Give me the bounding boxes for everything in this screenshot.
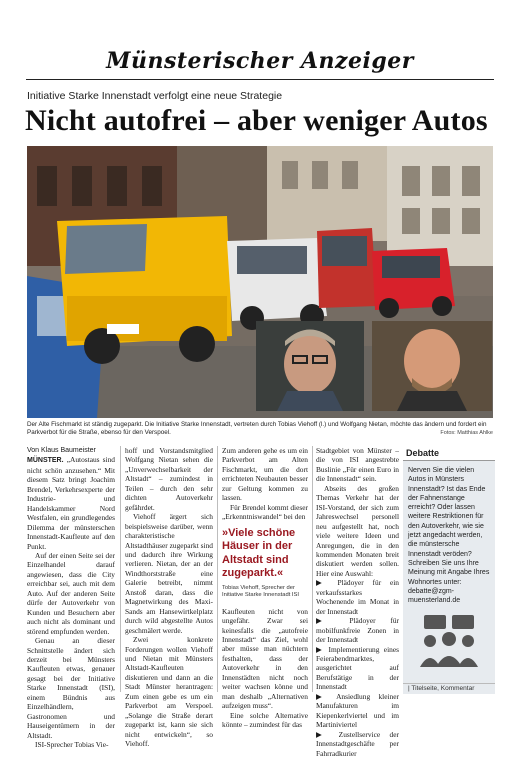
article-column-2 <box>125 446 213 749</box>
bullet-item: ▶ Ansiedlung kleiner Manufakturen im Kiepenkerlviertel und im Martiniviertel <box>316 691 399 730</box>
paragraph: Für Brendel kommt dieser „Erkenntniswandel“ bei den <box>222 502 308 522</box>
bullet-item: ▶ Implementierung eines Feierabendmarktes, ausgerichtet auf Berufstätige in der Innenstadt <box>316 644 399 692</box>
article-headline: Nicht autofrei – aber weniger Autos <box>25 104 488 137</box>
sidebar-footer-link[interactable]: Titelseite, Kommentar <box>411 685 475 692</box>
street-scene-illustration <box>27 146 493 418</box>
article-column-1 <box>27 446 115 750</box>
discussion-group-icon <box>416 613 482 667</box>
masthead <box>0 0 520 82</box>
paragraph: Zwei konkrete Forderungen wollen Viehoff und Nietan mit Münsters Altstadt-Kaufleuten diskutieren und dann an die Stadt Münster herantragen: Zum einen gebe es um ein Parkverbot am Verspoel. „Solange die Straße derart zugeparkt ist, kann sie sich nicht entwickeln“, so Viehoff. <box>125 635 213 749</box>
column-divider <box>120 446 121 692</box>
paragraph: Kaufleuten nicht von ungefähr. Zwar sei keinesfalls die „autofreie Innenstadt“ das Ziel, wohl aber müsse man nüchtern festhalten, dass der Autoverkehr in den Innenstädten nicht noch weiter wachsen könne und man deshalb „Alternativen aufzeigen muss“. <box>222 606 308 711</box>
portrait-right <box>372 321 492 411</box>
portrait-left <box>256 321 364 411</box>
paragraph: Stadtgebiet von Münster – die von ISI angestrebte Buslinie „Für einen Euro in die Innenstadt“ sein. <box>316 446 399 484</box>
paragraph: Viehoff ärgert sich beispielsweise darüber, wenn charakteristische Altstadthäuser zugeparkt sind und dadurch ihre Wirkung verlieren. Nietan, der an der Windthorststraße eine Galerie betreibt, nimmt Anstoß daran, dass die Magnetwirkung des Maxi-Sands am Hansewirtkelplatz durch wild abgestellte Autos geschmälert werde. <box>125 512 213 635</box>
bullet-item: ▶ Plädoyer für ein verkaufsstarkes Wochenende im Monat in der Innenstadt <box>316 578 399 616</box>
paragraph: ISI-Sprecher Tobias Vie- <box>35 740 109 750</box>
bullet-item: ▶ Plädoyer für mobilfunkfreie Zonen in der Innenstadt <box>316 616 399 645</box>
dateline: MÜNSTER. <box>27 457 64 465</box>
article-kicker: Initiative Starke Innenstadt verfolgt eine neue Strategie <box>27 90 283 102</box>
column-divider <box>217 446 218 692</box>
paragraph: Zum anderen gehe es um ein Parkverbot am Alten Fischmarkt, um die dort errichteten Neubauten besser zur Geltung kommen zu lassen. <box>222 446 308 503</box>
column-divider <box>312 446 313 692</box>
paragraph: Genau an dieser Schnittstelle ändert sich derzeit bei Münsters Kaufleuten etwas, genauer gesagt bei der Initiative Starke Innenstadt (ISI), einem Bündnis aus Einzelhändlern, Gastronomen und Hauseigentümern in der Altstadt. <box>27 636 115 740</box>
paragraph: Abseits des großen Themas Verkehr hat der ISI-Vorstand, der sich zum Jahreswechsel personell neu aufgestellt hat, noch viele weitere Ideen und Anregungen, die in den kommenden Monaten breit diskutiert werden sollen. Hier eine Auswahl: <box>316 483 399 578</box>
article-photo <box>27 146 493 418</box>
paragraph: „Autostaus sind nicht schön anzusehen.“ Mit diesem Satz bringt Joachim Brendel, Verkehrsexperte der Industrie- und Handelskammer Nord Westfalen, ein grundlegendes Dilemma der münsterschen Innenstadt-Kaufleute auf den Punkt. <box>27 455 115 551</box>
newspaper-title: Münsterischer Anzeiger <box>106 48 414 74</box>
pull-quote-attribution: Tobias Viehoff, Sprecher der Initiative Starke Innenstadt ISI <box>222 584 300 598</box>
photo-credit: Fotos: Matthias Ahlke <box>440 430 493 436</box>
paragraph: Auf der einen Seite sei der Einzelhandel darauf angewiesen, dass die City erreichbar sei, auch mit dem Auto. Auf der anderen Seite dürfe der Autoverkehr von Kunden und Besuchern aber auch nicht als dominant und störend empfunden werden. <box>27 550 115 636</box>
sidebar-title: Debatte <box>403 446 495 461</box>
sidebar-footer[interactable]: | Titelseite, Kommentar <box>403 683 495 692</box>
sidebar-text: Nerven Sie die vielen Autos in Münsters Innenstadt? Ist das Ende der Fahnenstange erreicht? Oder lassen weitere Restriktionen für den Autoverkehr, wie sie jetzt angedacht werden, die münstersche Innenstadt veröden? Schreiben Sie uns Ihre Meinung mit Angabe Ihres Wohnortes unter: debatte@zgm-muensterland.de <box>408 467 490 605</box>
debate-sidebar <box>403 446 495 694</box>
paragraph: Eine solche Alternative könnte – zumindest für das <box>222 710 308 730</box>
masthead-divider <box>26 79 494 80</box>
paragraph: hoff und Vorstandsmitglied Wolfgang Nietan sehen die „Unverwechselbarkeit der Altstadt“ – zumindest in Teilen – durch den sehr dichten Autoverkehr gefährdet. <box>125 446 213 512</box>
photo-caption: Der Alte Fischmarkt ist ständig zugeparkt. Die Initiative Starke Innenstadt, vertreten durch Tobias Viehoff (l.) und Wolfgang Nietan, möchte das ändern und fordert ein Parkverbot für die Straße, ebenso für den Verspoel. <box>27 421 487 436</box>
pull-quote: »Viele schöne Häuser in der Altstadt sind zugeparkt.« <box>222 526 296 580</box>
byline: Von Klaus Baumeister <box>27 447 96 454</box>
article-column-3 <box>222 446 308 730</box>
bullet-item: ▶ Zustellservice der Innenstadtgeschäfte per Fahrradkurier <box>316 729 399 758</box>
article-column-4 <box>316 446 399 758</box>
